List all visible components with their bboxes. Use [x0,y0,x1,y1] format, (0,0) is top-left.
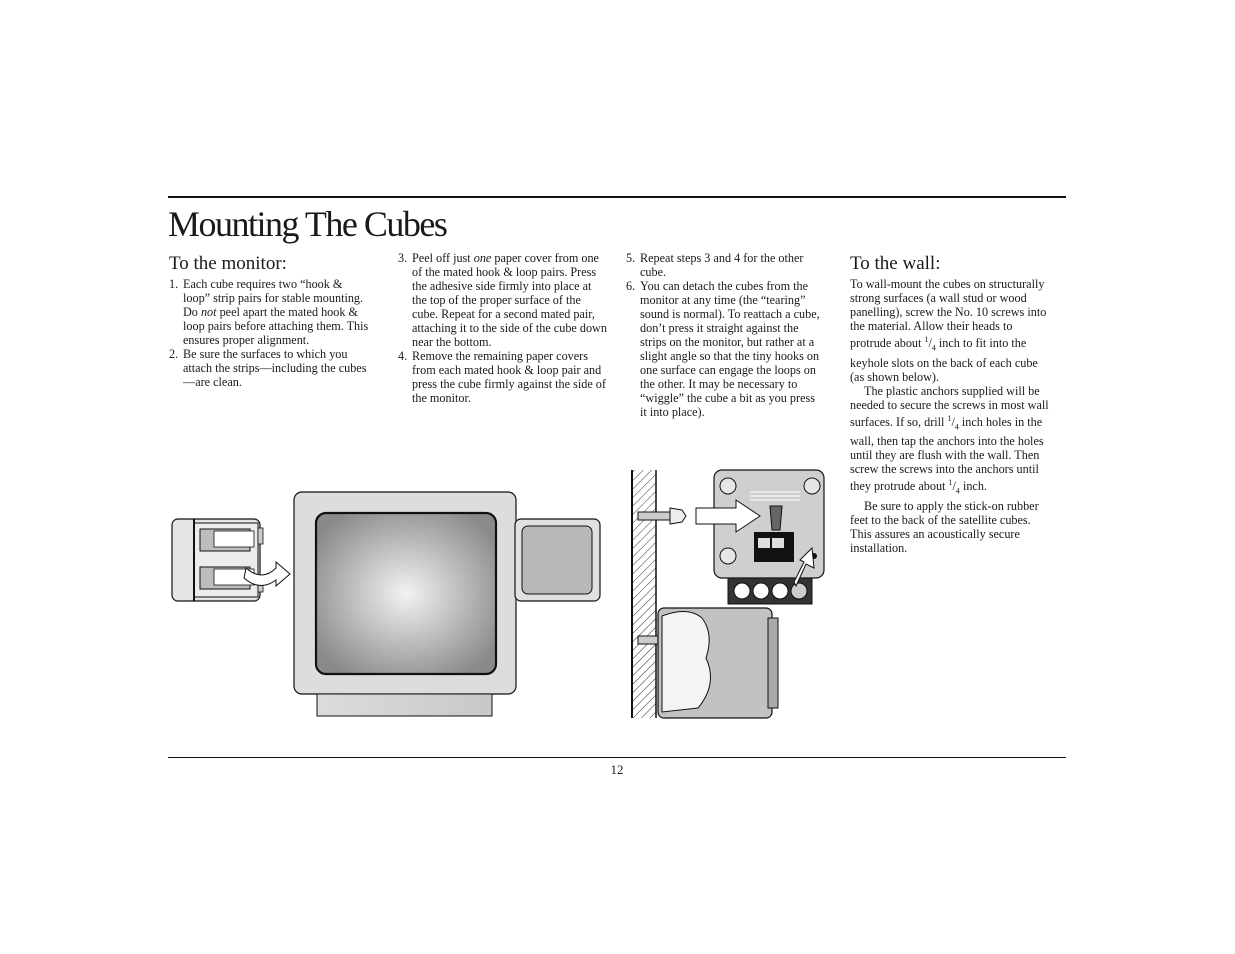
mounted-cube-icon [658,608,778,718]
wall-paragraph-1: To wall-mount the cubes on structurally strong surfaces (a wall stud or wood panelling), screw the No. 10 screws into the material. Allow their heads to protrude about $^1/_4$ inch to fit into the keyhole slots on the back of each cube (as shown below). [850,277,1047,384]
column-4 [850,277,1052,555]
cube-front-icon [515,519,600,601]
wall-paragraph-2: The plastic anchors supplied will be needed to secure the screws in most wall surfaces. If so, drill $^1/_4$ inch holes in the wall, then tap the anchors into the holes until they are flush with the wall. Then screw the screws into the anchors until they protrude about $^1/_4$ inch. [850,383,1049,496]
wall-heading: To the wall: [850,253,941,274]
column-3 [626,251,824,419]
wall-illustration [628,468,828,720]
top-rule [168,196,1066,198]
step-5: 5. Repeat steps 3 and 4 for the other cube. [626,251,804,279]
page-title: Mounting The Cubes [168,204,447,244]
step-4: 4. Remove the remaining paper covers from each mated hook & loop pair and press the cube firmly against the side of the monitor. [398,349,606,405]
column-1 [169,277,371,389]
wall-section-icon [632,470,656,718]
step-2: 2. Be sure the surfaces to which you attach the strips—including the cubes—are clean. [169,347,367,389]
cube-side-view-icon [172,519,263,601]
step-6: 6. You can detach the cubes from the monitor at any time (the “tearing” sound is normal). To reattach a cube, don’t press it straight against the strips on the monitor, but rather at a slight angle so that the tiny hooks on one surface can engage the loops on the other. It may be necessary to “wiggle” the cube a bit as you press it into place). [626,279,820,419]
monitor-heading: To the monitor: [169,253,287,274]
monitor-illustration [168,488,603,720]
keyhole-plate-icon [714,470,824,604]
bottom-rule [168,757,1066,758]
page-number: 12 [610,762,624,777]
step-1: 1. Each cube requires two “hook & loop” strip pairs for stable mounting. Do not peel apart the mated hook & loop pairs before attaching them. This ensures proper alignment. [169,277,369,347]
wall-paragraph-3: Be sure to apply the stick-on rubber feet to the back of the satellite cubes. This assures an acoustically secure installation. [850,498,1039,555]
monitor-front-icon [294,492,516,716]
column-2 [398,251,608,405]
step-3: 3. Peel off just one paper cover from one of the mated hook & loop pairs. Press the adhesive side firmly into place at the top of the proper surface of the cube. Repeat for a second mated pair, attaching it to the side of the cube down near the bottom. [398,251,607,349]
